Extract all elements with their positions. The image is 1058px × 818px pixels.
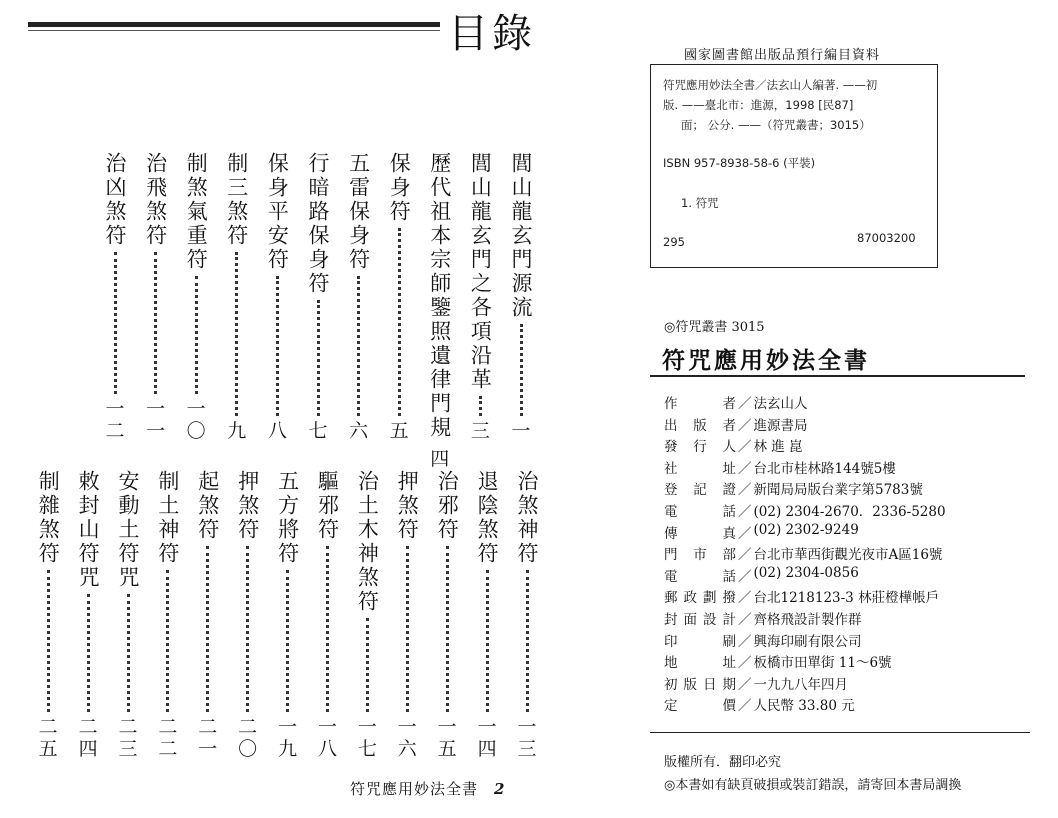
toc-entry-title: 退陰煞符	[475, 470, 500, 566]
toc-entry-title: 五方將符	[275, 470, 300, 566]
toc-entry-title: 驅邪符	[315, 470, 340, 542]
colophon-line	[664, 543, 942, 563]
leader-dots	[446, 546, 449, 712]
toc-entry-title: 制雜煞符	[36, 470, 61, 566]
toc-entry-title: 治土木神煞符	[355, 470, 380, 614]
toc-entry	[474, 470, 500, 760]
colophon-label: 社 址	[664, 460, 736, 477]
colophon-value: (02) 2302-9249	[753, 521, 859, 538]
colophon-label: 定 價	[664, 698, 736, 715]
page-title: 目錄	[448, 11, 536, 57]
cip-line-3: 面； 公分. ——（符咒叢書；3015）	[681, 118, 871, 132]
separator: ／	[738, 417, 752, 434]
separator: ／	[738, 460, 752, 477]
leader-dots	[406, 546, 409, 712]
toc-entry-title: 安動土符咒	[116, 470, 140, 590]
colophon-label: 郵政劃撥	[664, 590, 736, 607]
toc-entry	[427, 152, 453, 470]
colophon-value: 進源書局	[753, 417, 808, 434]
separator: ／	[738, 547, 752, 564]
toc-entry	[508, 152, 534, 442]
toc-entry-page: 二〇	[238, 716, 258, 760]
separator: ／	[738, 612, 752, 628]
separator: ／	[738, 568, 752, 585]
colophon-value: 新聞局局版台業字第5783號	[753, 482, 923, 499]
toc-entry-page: 二四	[78, 716, 98, 760]
leader-dots	[166, 570, 169, 712]
cip-line-1: 符咒應用妙法全書／法玄山人編著. ——初	[663, 78, 878, 92]
leader-dots	[486, 570, 489, 712]
leader-dots	[195, 276, 198, 394]
toc-entry-page: 一	[511, 420, 531, 442]
copyright-notice: 版權所有．翻印必究	[664, 755, 782, 770]
colophon-label: 地 址	[664, 655, 736, 672]
toc-entry	[75, 470, 101, 760]
toc-entry-page: 八	[267, 420, 287, 442]
colophon-line	[664, 630, 862, 650]
toc-entry-title: 治凶煞符	[103, 152, 127, 248]
colophon-label: 發 行 人	[664, 439, 736, 456]
toc-entry-title: 歷代祖本宗師鑒照遺律門規	[427, 152, 452, 440]
toc-entry-page: 二二	[158, 716, 178, 760]
toc-entry-page: 一六	[397, 716, 417, 760]
colophon-label: 出 版 者	[664, 417, 736, 434]
toc-entry-title: 保身符	[387, 152, 412, 224]
toc-entry	[467, 152, 493, 442]
leader-dots	[235, 252, 238, 416]
colophon-line	[664, 478, 923, 498]
leader-dots	[326, 546, 329, 712]
leader-dots	[206, 546, 209, 712]
cip-record-box	[650, 64, 938, 268]
toc-entry-page: 七	[308, 420, 328, 442]
toc-entry	[514, 470, 540, 760]
toc-entry-page: 二三	[118, 716, 138, 760]
toc-entry-page: 九	[227, 420, 247, 442]
toc-entry-title: 保身平安符	[265, 152, 290, 272]
cip-subject: 1. 符咒	[681, 196, 719, 210]
toc-entry-title: 閭山龍玄門之各項沿革	[468, 152, 493, 392]
book-title: 符咒應用妙法全書	[662, 347, 870, 374]
colophon-value: 台北市華西街觀光夜市A區16號	[753, 547, 943, 564]
title-rule	[28, 22, 440, 27]
colophon-line	[664, 694, 855, 714]
toc-entry-page: 一四	[477, 716, 497, 760]
leader-dots	[366, 618, 369, 712]
leader-dots	[154, 252, 157, 394]
separator: ／	[738, 676, 752, 693]
toc-entry	[143, 152, 169, 442]
toc-entry-title: 押煞符	[235, 470, 260, 542]
colophon-value: 一九九八年四月	[753, 676, 848, 693]
separator: ／	[738, 655, 752, 672]
toc-entry	[315, 470, 341, 760]
toc-entry	[102, 152, 128, 442]
toc-entry	[155, 470, 181, 760]
colophon-label: 封面設計	[664, 612, 736, 628]
page-footer	[350, 778, 505, 799]
leader-dots	[520, 324, 523, 416]
toc-entry-page: 一三	[517, 716, 537, 760]
toc-entry-title: 行暗路保身符	[306, 152, 330, 296]
toc-entry	[434, 470, 460, 760]
toc-entry	[195, 470, 221, 760]
colophon-line	[664, 414, 808, 434]
colophon-line	[664, 457, 896, 477]
colophon-line	[664, 565, 859, 585]
leader-dots	[246, 546, 249, 712]
toc-entry	[394, 470, 420, 760]
toc-entry-page: 一五	[437, 716, 457, 760]
leader-dots	[357, 276, 360, 416]
toc-entry-title: 制三煞符	[224, 152, 249, 248]
cip-isbn: ISBN 957-8938-58-6 (平裝)	[663, 156, 816, 170]
cip-record-number: 87003200	[857, 231, 916, 245]
leader-dots	[87, 594, 90, 712]
leader-dots	[286, 570, 289, 712]
cip-class-number: 295	[663, 235, 685, 249]
toc-entry	[224, 152, 250, 442]
toc-entry	[354, 470, 380, 760]
toc-entry	[305, 152, 331, 442]
toc-entry-page: 五	[389, 420, 409, 442]
toc-entry	[386, 152, 412, 442]
separator: ／	[738, 698, 752, 715]
colophon-label: 門 市 部	[664, 547, 736, 564]
toc-entry-page: 三	[470, 420, 490, 442]
colophon-line	[664, 500, 946, 520]
colophon-line	[664, 522, 859, 542]
separator: ／	[738, 504, 752, 520]
colophon-value: 台北1218123-3 林莊橙樺帳戶	[753, 590, 940, 607]
leader-dots	[317, 300, 320, 416]
cip-line-2: 版. ——臺北市：進源，1998 [民87]	[663, 98, 854, 112]
colophon-value: 興海印刷有限公司	[753, 633, 862, 650]
separator: ／	[738, 633, 752, 650]
colophon-line	[664, 392, 808, 412]
separator: ／	[738, 439, 752, 456]
leader-dots	[398, 228, 401, 416]
separator: ／	[738, 525, 752, 542]
series-label: ◎符咒叢書 3015	[664, 320, 765, 335]
colophon-value: 林 進 崑	[753, 439, 803, 456]
footer-page-number: 2	[494, 780, 506, 798]
colophon-value: 齊格飛設計製作群	[753, 612, 862, 628]
colophon-divider	[650, 732, 1030, 733]
toc-entry-title: 治邪符	[435, 470, 460, 542]
leader-dots	[479, 396, 482, 416]
leader-dots	[276, 276, 279, 416]
toc-entry-title: 五雷保身符	[346, 152, 371, 272]
toc-entry-title: 治煞神符	[515, 470, 539, 566]
toc-entry-title: 制土神符	[155, 470, 180, 566]
leader-dots	[47, 570, 50, 712]
toc-entry	[346, 152, 372, 442]
toc-entry-title: 制煞氣重符	[184, 152, 209, 272]
toc-entry-page: 一八	[317, 716, 337, 760]
colophon-label: 電 話	[664, 504, 736, 520]
colophon-value: 法玄山人	[753, 396, 808, 412]
toc-entry-title: 治飛煞符	[143, 152, 168, 248]
toc-entry-page: 一七	[357, 716, 377, 760]
title-rule-thin	[28, 30, 440, 31]
colophon-value: 台北市桂林路144號5樓	[753, 460, 896, 477]
colophon-line	[664, 435, 803, 455]
colophon-value: (02) 2304-2670．2336-5280	[753, 504, 946, 520]
toc-entry-page: 一一	[146, 398, 166, 442]
return-notice: ◎本書如有缺頁破損或裝訂錯誤，請寄回本書局調換	[664, 778, 962, 793]
toc-entry	[275, 470, 301, 760]
toc-entry-title: 起煞符	[195, 470, 220, 542]
colophon-label: 傳 真	[664, 525, 736, 542]
footer-book-title: 符咒應用妙法全書	[350, 780, 479, 798]
colophon-line	[664, 586, 939, 606]
colophon-label: 初版日期	[664, 676, 736, 693]
colophon-label: 印 刷	[664, 633, 736, 650]
cip-heading: 國家圖書館出版品預行編目資料	[684, 48, 881, 63]
toc-entry	[235, 470, 261, 760]
toc-entry-page: 一九	[278, 716, 298, 760]
leader-dots	[114, 252, 117, 394]
colophon-value: 人民幣 33.80 元	[753, 698, 855, 715]
title-underline	[650, 375, 1025, 377]
toc-entry	[35, 470, 61, 760]
toc-entry-page: 六	[349, 420, 369, 442]
colophon-label: 作 者	[664, 396, 736, 412]
toc-entry-page: 一二	[105, 398, 125, 442]
leader-dots	[526, 570, 529, 712]
toc-entry-title: 閭山龍玄門源流	[509, 152, 533, 320]
colophon-value: (02) 2304-0856	[753, 564, 859, 581]
toc-entry-page: 二一	[198, 716, 218, 760]
toc-entry-title: 押煞符	[395, 470, 420, 542]
toc-entry	[115, 470, 141, 760]
colophon-line	[664, 651, 892, 671]
separator: ／	[738, 396, 752, 412]
leader-dots	[127, 594, 130, 712]
toc-entry-page: 四	[430, 448, 450, 470]
toc-entry-page: 二五	[38, 716, 58, 760]
separator: ／	[738, 482, 752, 499]
colophon-label: 電 話	[664, 568, 736, 585]
toc-entry-page: 一〇	[186, 398, 206, 442]
separator: ／	[738, 590, 752, 607]
toc-entry	[264, 152, 290, 442]
colophon-value: 板橋市田單街 11～6號	[753, 655, 892, 672]
toc-entry	[183, 152, 209, 442]
colophon-line	[664, 608, 862, 628]
colophon-label: 登 記 證	[664, 482, 736, 499]
colophon-line	[664, 673, 848, 693]
toc-entry-title: 敕封山符咒	[76, 470, 101, 590]
